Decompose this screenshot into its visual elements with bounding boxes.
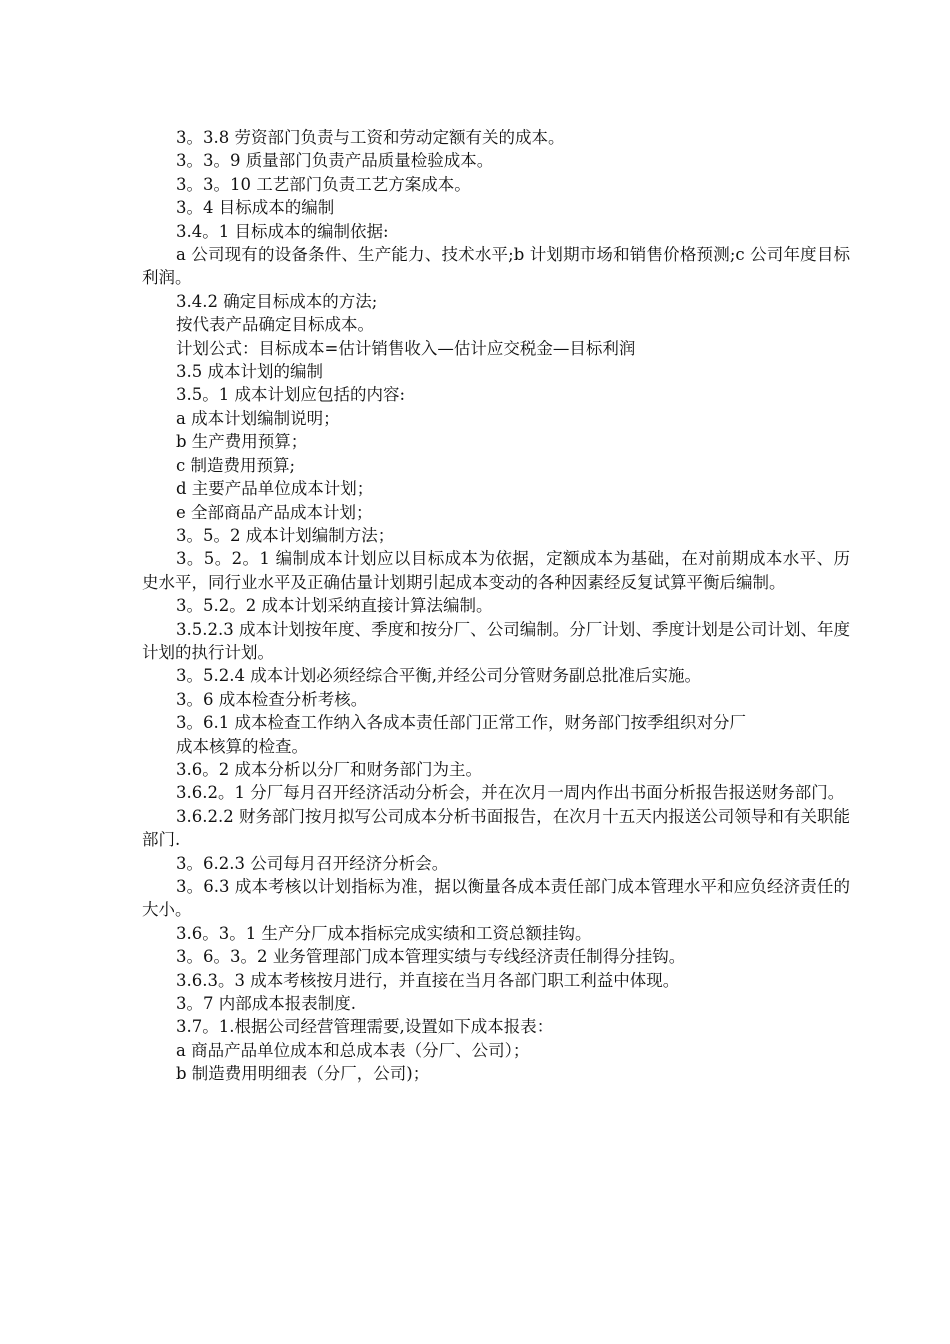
paragraph: 3.6.3。3 成本考核按月进行，并直接在当月各部门职工利益中体现。 <box>176 970 680 990</box>
paragraph: 3。5.2。2 成本计划采纳直接计算法编制。 <box>176 596 493 616</box>
paragraph: 3。7 内部成本报表制度. <box>176 994 356 1014</box>
paragraph: 3。5。2。1 编制成本计划应以目标成本为依据，定额成本为基础，在对前期成本水平、历史水平，同行业水平及正确估量计划期引起成本变动的各种因素经反复试算平衡后编制。 <box>142 549 850 592</box>
paragraph: 3.6。3。1 生产分厂成本指标完成实绩和工资总额挂钩。 <box>176 923 592 943</box>
paragraph: 3。5.2.4 成本计划必须经综合平衡,并经公司分管财务副总批准后实施。 <box>176 666 701 686</box>
paragraph: 成本核算的检查。 <box>176 736 308 756</box>
paragraph: 3.7。1.根据公司经营管理需要,设置如下成本报表： <box>176 1017 554 1037</box>
paragraph: 3.6.2。1 分厂每月召开经济活动分析会，并在次月一周内作出书面分析报告报送财务部门。 <box>176 783 845 803</box>
paragraph: b 生产费用预算； <box>176 432 308 452</box>
paragraph: 3.4.2 确定目标成本的方法; <box>176 291 378 311</box>
paragraph: 计划公式：目标成本=估计销售收入—估计应交税金—目标利润 <box>176 338 636 358</box>
document-page <box>142 126 850 1086</box>
paragraph: d 主要产品单位成本计划； <box>176 479 374 499</box>
paragraph: 3.6.2.2 财务部门按月拟写公司成本分析书面报告，在次月十五天内报送公司领导和有关职能部门. <box>142 806 850 850</box>
paragraph: 3。6.2.3 公司每月召开经济分析会。 <box>176 853 449 873</box>
paragraph: 3。3。9 质量部门负责产品质量检验成本。 <box>176 151 494 171</box>
paragraph: 3。3。10 工艺部门负责工艺方案成本。 <box>176 174 471 194</box>
paragraph: a 成本计划编制说明； <box>176 408 340 428</box>
paragraph: 3。6.1 成本检查工作纳入各成本责任部门正常工作，财务部门按季组织对分厂 <box>176 713 746 733</box>
paragraph: c 制造费用预算; <box>176 455 296 475</box>
paragraph: 3。6.3 成本考核以计划指标为准，据以衡量各成本责任部门成本管理水平和应负经济责任的大小。 <box>142 877 850 920</box>
paragraph: 3.6。2 成本分析以分厂和财务部门为主。 <box>176 759 482 779</box>
paragraph: a 公司现有的设备条件、生产能力、技术水平;b 计划期市场和销售价格预测;c 公司年度目标利润。 <box>142 245 850 288</box>
paragraph: 3。3.8 劳资部门负责与工资和劳动定额有关的成本。 <box>176 128 565 147</box>
paragraph: 3.5 成本计划的编制 <box>176 362 323 382</box>
paragraph: 3。6 成本检查分析考核。 <box>176 689 368 709</box>
paragraph: 3。6。3。2 业务管理部门成本管理实绩与专线经济责任制得分挂钩。 <box>176 947 686 967</box>
paragraph: 3。4 目标成本的编制 <box>176 198 335 218</box>
paragraph: e 全部商品产品成本计划； <box>176 502 373 522</box>
paragraph: 3。5。2 成本计划编制方法； <box>176 525 395 545</box>
paragraph: b 制造费用明细表（分厂，公司)； <box>176 1064 430 1084</box>
paragraph: a 商品产品单位成本和总成本表（分厂、公司）； <box>176 1040 530 1060</box>
paragraph: 3.5.2.3 成本计划按年度、季度和按分厂、公司编制。分厂计划、季度计划是公司计划、年度计划的执行计划。 <box>142 619 850 662</box>
paragraph: 按代表产品确定目标成本。 <box>176 315 374 335</box>
paragraph: 3.5。1 成本计划应包括的内容: <box>176 385 406 405</box>
paragraph: 3.4。1 目标成本的编制依据: <box>176 221 389 241</box>
